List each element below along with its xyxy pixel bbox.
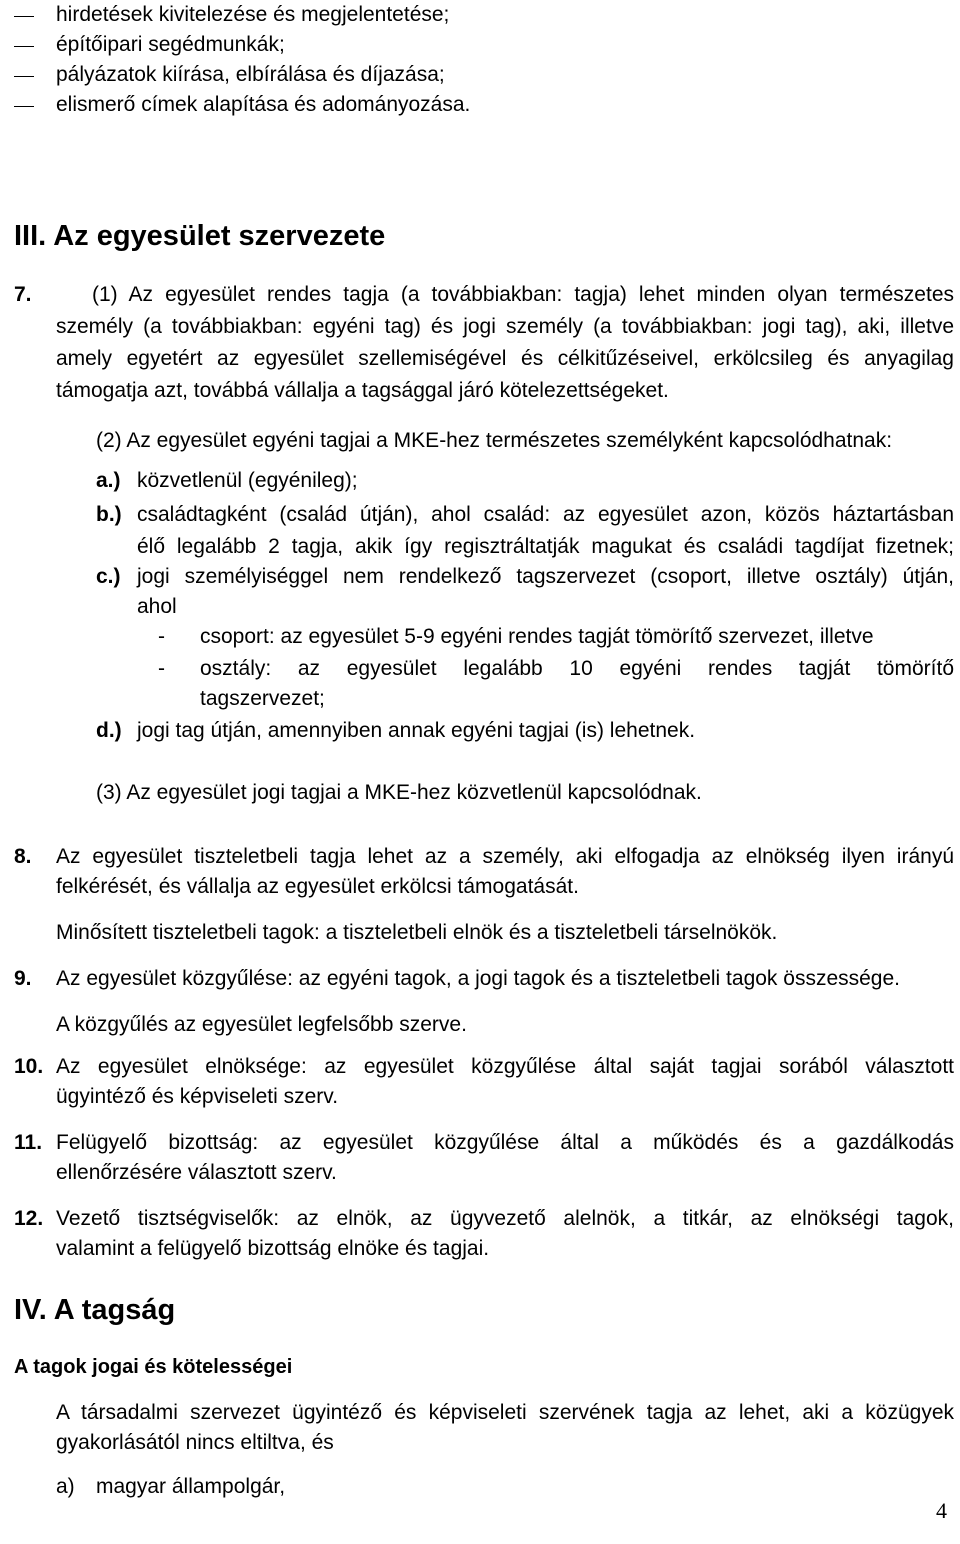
paragraph-line: Vezető tisztségviselők: az elnök, az ügyvezető alelnök, a titkár, az elnökségi tagok,	[56, 1207, 954, 1230]
subparagraph: (3) Az egyesület jogi tagjai a MKE-hez közvetlenül kapcsolódnak.	[96, 781, 702, 804]
item-text: családtagként (család útján), ahol család: az egyesület azon, közös háztartásban	[137, 503, 954, 526]
item-label: b.)	[96, 503, 122, 526]
sub-item-dash: -	[158, 657, 165, 680]
paragraph-line: ügyintéző és képviseleti szerv.	[56, 1085, 339, 1108]
item-label: a)	[56, 1475, 75, 1498]
sub-item-text: csoport: az egyesület 5-9 egyéni rendes tagját tömörítő szervezet, illetve	[200, 625, 874, 648]
paragraph-number: 12.	[14, 1207, 44, 1230]
sub-item-text: osztály: az egyesület legalább 10 egyéni rendes tagját tömörítő	[200, 657, 954, 680]
sub-item-dash: -	[158, 625, 165, 648]
paragraph-line: Felügyelő bizottság: az egyesület közgyűlése által a működés és a gazdálkodás	[56, 1131, 954, 1154]
sub-item-text: tagszervezet;	[200, 687, 325, 710]
paragraph-number: 9.	[14, 967, 32, 990]
page-number: 4	[936, 1498, 947, 1523]
paragraph-line: amely egyetért az egyesület szellemiségével és célkitűzéseivel, erkölcsileg és anyagilag	[56, 347, 954, 370]
paragraph-line: ellenőrzésére választott szerv.	[56, 1161, 337, 1184]
list-dash	[14, 76, 34, 77]
item-text: jogi személyiséggel nem rendelkező tagszervezet (csoport, illetve osztály) útján,	[137, 565, 954, 588]
paragraph-line: felkérését, és vállalja az egyesület erkölcsi támogatását.	[56, 875, 579, 898]
paragraph-line: valamint a felügyelő bizottság elnöke és tagjai.	[56, 1237, 490, 1260]
list-item: hirdetések kivitelezése és megjelentetése;	[56, 3, 450, 26]
paragraph-line: A társadalmi szervezet ügyintéző és képviseleti szervének tagja az lehet, aki a közügyek	[56, 1401, 954, 1424]
item-label: d.)	[96, 719, 122, 742]
paragraph-number: 10.	[14, 1055, 44, 1078]
list-dash	[14, 106, 34, 107]
list-dash	[14, 46, 34, 47]
paragraph-line: személy (a továbbiakban: egyéni tag) és jogi személy (a továbbiakban: jogi tag), aki, illetve	[56, 315, 954, 338]
item-text: jogi tag útján, amennyiben annak egyéni tagjai (is) lehetnek.	[137, 719, 696, 742]
section-heading: III. Az egyesület szervezete	[14, 220, 386, 252]
subsection-heading: A tagok jogai és kötelességei	[14, 1356, 293, 1378]
paragraph-line: Az egyesület tiszteletbeli tagja lehet az a személy, aki elfogadja az elnökség ilyen irányú	[56, 845, 954, 868]
list-dash	[14, 16, 34, 17]
paragraph-line: A közgyűlés az egyesület legfelsőbb szerve.	[56, 1013, 467, 1036]
paragraph-line: Az egyesület közgyűlése: az egyéni tagok, a jogi tagok és a tiszteletbeli tagok összessége.	[56, 967, 900, 990]
paragraph-line: Az egyesület elnöksége: az egyesület közgyűlése által saját tagjai sorából választott	[56, 1055, 954, 1078]
paragraph-line: Minősített tiszteletbeli tagok: a tiszteletbeli elnök és a tiszteletbeli társelnökök.	[56, 921, 778, 944]
paragraph-number: 8.	[14, 845, 32, 868]
list-item: elismerő címek alapítása és adományozása.	[56, 93, 471, 116]
item-text: magyar állampolgár,	[96, 1475, 286, 1498]
item-label: c.)	[96, 565, 121, 588]
section-heading: IV. A tagság	[14, 1294, 176, 1326]
item-text: ahol	[137, 595, 177, 618]
item-text: élő legalább 2 tagja, akik így regisztráltatják magukat és családi tagdíjat fizetnek;	[137, 535, 954, 558]
list-item: pályázatok kiírása, elbírálása és díjazása;	[56, 63, 445, 86]
subparagraph: (2) Az egyesület egyéni tagjai a MKE-hez természetes személyként kapcsolódhatnak:	[96, 429, 893, 452]
item-text: közvetlenül (egyénileg);	[137, 469, 358, 492]
paragraph-line: gyakorlásától nincs eltiltva, és	[56, 1431, 334, 1454]
paragraph-number: 11.	[14, 1131, 43, 1154]
paragraph-number: 7.	[14, 283, 32, 306]
paragraph-line: támogatja azt, továbbá vállalja a tagsággal járó kötelezettségeket.	[56, 379, 669, 402]
item-label: a.)	[96, 469, 121, 492]
paragraph-line: (1) Az egyesület rendes tagja (a továbbiakban: tagja) lehet minden olyan természetes	[92, 283, 954, 306]
list-item: építőipari segédmunkák;	[56, 33, 285, 56]
